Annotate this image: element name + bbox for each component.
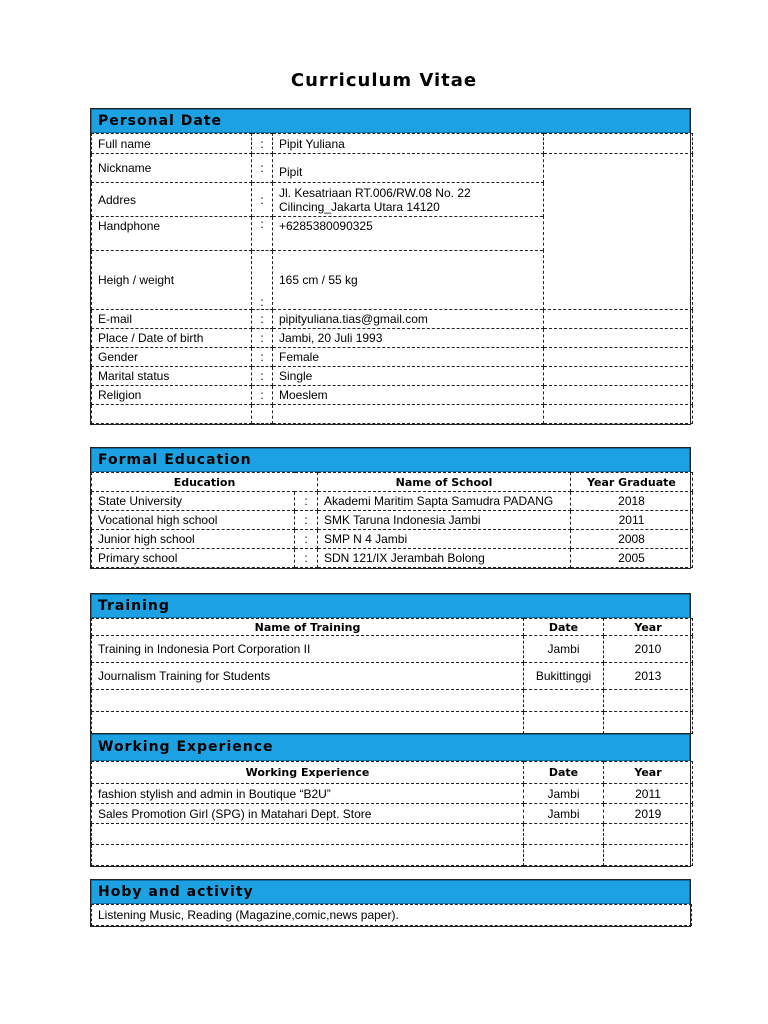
personal-row [92,386,693,405]
personal-value: +6285380090325 [273,217,544,251]
colon: : [252,251,273,310]
training-date: Bukittinggi [524,663,604,690]
experience-row [92,824,693,845]
education-row [92,530,693,549]
experience-name [92,845,524,866]
colon: : [295,492,318,511]
training-year: 2013 [604,663,693,690]
empty-cell [544,329,693,348]
personal-row [92,348,693,367]
education-school: SMK Taruna Indonesia Jambi [318,511,571,530]
education-row [92,511,693,530]
education-level: Vocational high school [92,511,295,530]
personal-label [92,405,252,424]
personal-value: Jambi, 20 Juli 1993 [273,329,544,348]
education-year: 2005 [571,549,693,568]
column-header: Education [92,473,318,492]
experience-section [90,733,691,867]
colon: : [252,134,273,154]
education-school: Akademi Maritim Sapta Samudra PADANG [318,492,571,511]
personal-section [90,108,691,425]
experience-date: Jambi [524,784,604,804]
personal-value: Pipit [273,154,544,183]
education-year: 2011 [571,511,693,530]
personal-label: Nickname [92,154,252,183]
personal-value: 165 cm / 55 kg [273,251,544,310]
experience-row [92,845,693,866]
training-year [604,690,693,712]
personal-value [273,405,544,424]
experience-year: 2011 [604,784,693,804]
personal-label: Addres [92,183,252,217]
education-row [92,549,693,568]
education-table [91,472,693,568]
training-row [92,690,693,712]
personal-row [92,310,693,329]
colon: : [252,310,273,329]
education-level: Primary school [92,549,295,568]
experience-name: fashion stylish and admin in Boutique “B2U” [92,784,524,804]
colon: : [252,348,273,367]
column-header: Date [524,762,604,784]
empty-cell [544,310,693,329]
training-year: 2010 [604,636,693,663]
training-heading: Training [91,594,690,618]
personal-row [92,405,693,424]
experience-row [92,784,693,804]
photo-slot-top [544,134,693,154]
experience-row [92,804,693,824]
colon: : [252,386,273,405]
personal-table [91,133,693,424]
column-header: Working Experience [92,762,524,784]
colon: : [252,154,273,183]
experience-year [604,824,693,845]
column-header: Date [524,619,604,636]
education-year: 2018 [571,492,693,511]
colon [252,405,273,424]
column-header: Year [604,762,693,784]
education-row [92,492,693,511]
personal-row [92,134,693,154]
training-row [92,663,693,690]
experience-date [524,824,604,845]
training-section [90,593,691,735]
personal-label: Heigh / weight [92,251,252,310]
training-table [91,618,693,734]
experience-table [91,761,693,866]
education-school: SDN 121/IX Jerambah Bolong [318,549,571,568]
column-header: Year Graduate [571,473,693,492]
personal-label: Full name [92,134,252,154]
personal-label: Religion [92,386,252,405]
personal-value: Pipit Yuliana [273,134,544,154]
hobby-row [92,905,692,926]
experience-year [604,845,693,866]
training-date [524,690,604,712]
hobby-text: Listening Music, Reading (Magazine,comic,news paper). [92,905,692,926]
photo-placeholder [544,154,693,310]
colon: : [252,217,273,251]
experience-name [92,824,524,845]
personal-value: Female [273,348,544,367]
training-name [92,690,524,712]
hobby-table [91,904,692,926]
education-level: Junior high school [92,530,295,549]
colon: : [295,511,318,530]
colon: : [295,549,318,568]
colon: : [252,183,273,217]
address-line-2: Cilincing_Jakarta Utara 14120 [279,199,440,214]
empty-cell [544,386,693,405]
training-date [524,712,604,734]
empty-cell [544,367,693,386]
colon: : [252,367,273,386]
personal-label: Place / Date of birth [92,329,252,348]
personal-value: Moeslem [273,386,544,405]
personal-row [92,329,693,348]
column-header: Year [604,619,693,636]
education-level: State University [92,492,295,511]
training-date: Jambi [524,636,604,663]
training-name: Journalism Training for Students [92,663,524,690]
training-row [92,636,693,663]
education-year: 2008 [571,530,693,549]
personal-value: pipityuliana.tias@gmail.com [273,310,544,329]
personal-label: Marital status [92,367,252,386]
personal-label: Handphone [92,217,252,251]
training-year [604,712,693,734]
training-name: Training in Indonesia Port Corporation II [92,636,524,663]
document-title: Curriculum Vitae [290,70,478,91]
experience-heading: Working Experience [91,734,690,761]
address-line-1: Jl. Kesatriaan RT.006/RW.08 No. 22 [279,185,471,200]
education-section [90,447,691,569]
training-name [92,712,524,734]
personal-row [92,154,693,183]
training-header-row [92,619,693,636]
experience-name: Sales Promotion Girl (SPG) in Matahari Dept. Store [92,804,524,824]
hobby-heading: Hoby and activity [91,880,690,904]
experience-year: 2019 [604,804,693,824]
column-header: Name of Training [92,619,524,636]
education-school: SMP N 4 Jambi [318,530,571,549]
education-header-row [92,473,693,492]
empty-cell [544,405,693,424]
column-header: Name of School [318,473,571,492]
personal-value: Single [273,367,544,386]
personal-row [92,367,693,386]
experience-date [524,845,604,866]
colon: : [295,530,318,549]
experience-header-row [92,762,693,784]
training-row [92,712,693,734]
education-heading: Formal Education [91,448,690,472]
experience-date: Jambi [524,804,604,824]
hobby-section [90,879,691,927]
colon: : [252,329,273,348]
personal-heading: Personal Date [91,109,690,133]
personal-value-address [273,183,544,217]
empty-cell [544,348,693,367]
personal-label: Gender [92,348,252,367]
personal-label: E-mail [92,310,252,329]
